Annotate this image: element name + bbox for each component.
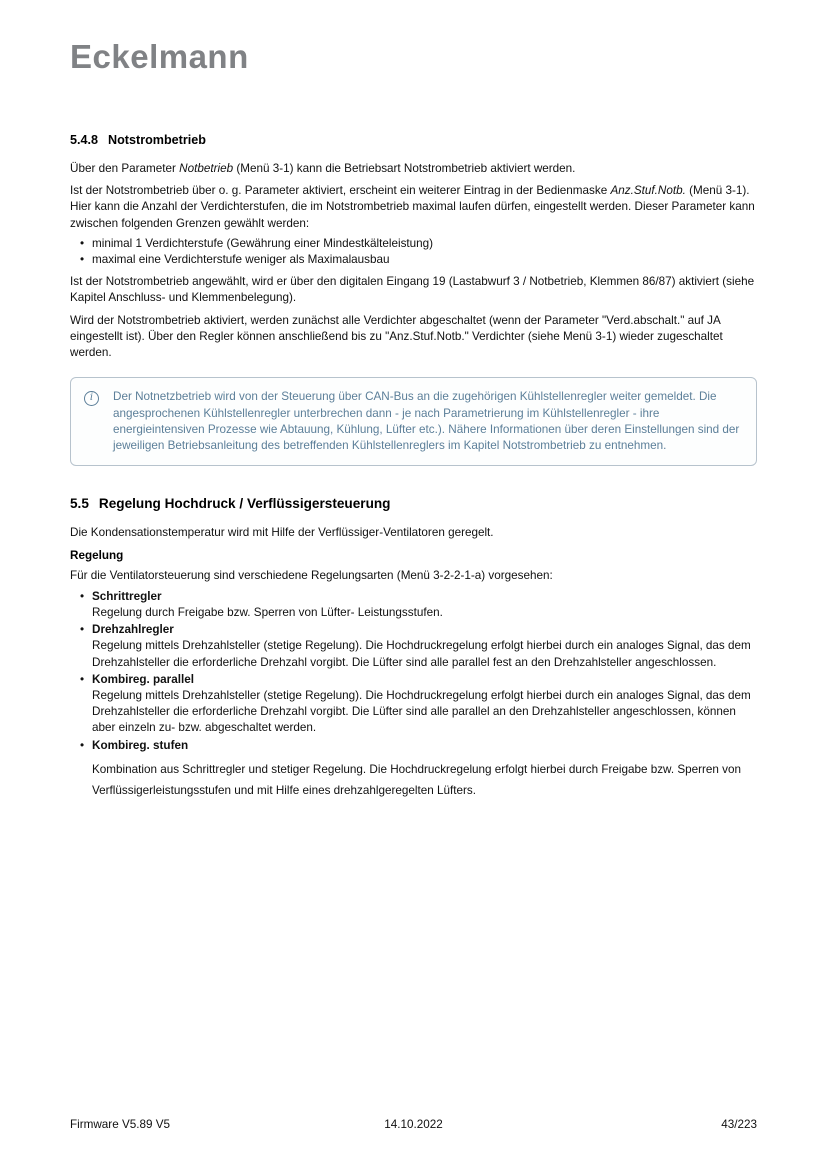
term-label: • Schrittregler <box>92 589 162 603</box>
text-run: Über den Parameter <box>70 162 180 175</box>
list-item <box>70 622 757 671</box>
text-run-italic: Notbetrieb <box>179 162 234 175</box>
section-number: 5.4.8 <box>70 133 99 147</box>
text-run: Ist der Notstrombetrieb über o. g. Parameter aktiviert, erscheint ein weiterer Eintrag in der Bedienmaske <box>70 184 611 198</box>
list-item: • minimal 1 Verdichterstufe (Gewährung einer Mindestkälteleistung) <box>70 236 757 252</box>
term-label: • Drehzahlregler <box>92 623 174 637</box>
bullet-list <box>70 236 757 268</box>
info-box-text: Der Notnetzbetrieb wird von der Steuerung über CAN-Bus an die zugehörigen Kühlstellenregler weiter gemeldet. Die angesprochenen Kühlstellenregler unterbrechen dann - je nach Parametrierung im Kühlstellenregler - ihre energieintensiven Prozesse wie Abtauung, Kühlung, Lüfter etc.). Nähere Informationen über deren Einstellungen sind der jeweiligen Betriebsanleitung des betreffenden Kühlstellenreglers im Kapitel Notstrombetrieb zu entnehmen. <box>113 390 740 453</box>
term-description: Regelung durch Freigabe bzw. Sperren von Lüfter- Leistungsstufen. <box>92 606 443 620</box>
section-title: Regelung Hochdruck / Verflüssigersteuerung <box>98 496 391 512</box>
term-description: Regelung mittels Drehzahlsteller (stetige Regelung). Die Hochdruckregelung erfolgt hierbei durch ein analoges Signal, das dem Drehzahlsteller die erforderliche Drehzahl vorgibt. Die Lüfter sind alle parallel fest an den Drehzahlsteller angeschlossen. <box>92 639 751 669</box>
term-label: • Kombireg. stufen <box>92 738 189 752</box>
paragraph <box>70 183 757 232</box>
text-run: (Menü 3-1) kann die Betriebsart Notstrombetrieb aktiviert werden. <box>233 162 576 175</box>
term-label: • Kombireg. parallel <box>92 672 194 686</box>
info-box <box>70 377 757 466</box>
footer-page-number: 43/223 <box>721 1118 757 1131</box>
section-number: 5.5 <box>70 496 89 512</box>
list-item <box>70 672 757 737</box>
paragraph: Ist der Notstrombetrieb angewählt, wird er über den digitalen Eingang 19 (Lastabwurf 3 / Notbetrieb, Klemmen 86/87) aktiviert (siehe Kapitel Anschluss- und Klemmenbelegung). <box>70 275 755 305</box>
footer-firmware-version: Firmware V5.89 V5 <box>70 1118 171 1131</box>
page-footer <box>70 1118 757 1131</box>
text-run: (Menü 3-1). Hier kann die Anzahl der Verdichterstufen, die im Notstrombetrieb maximal laufen dürfen, eingestellt werden. Dieser Parameter kann zwischen folgenden Grenzen gewählt werden: <box>70 184 755 230</box>
list-item <box>70 738 757 802</box>
subheading-regelung: Regelung <box>70 548 124 562</box>
company-logo: Eckelmann <box>70 38 249 75</box>
info-icon: i <box>84 391 99 406</box>
list-item <box>70 589 757 621</box>
term-description: Kombination aus Schrittregler und stetiger Regelung. Die Hochdruckregelung erfolgt hierbei durch Freigabe bzw. Sperren von Verflüssigerleistungsstufen und mit Hilfe eines drehzahlgeregelten Lüfters. <box>92 762 742 798</box>
section-heading-548 <box>70 133 757 147</box>
paragraph: Für die Ventilatorsteuerung sind verschiedene Regelungsarten (Menü 3-2-2-1-a) vorgesehen: <box>70 568 553 582</box>
footer-date: 14.10.2022 <box>384 1118 443 1131</box>
paragraph: Wird der Notstrombetrieb aktiviert, werden zunächst alle Verdichter abgeschaltet (wenn der Parameter "Verd.abschalt." auf JA eingestellt ist). Über den Regler können anschließend bis zu "Anz.Stuf.Notb." Verdichter (siehe Menü 3-1) wieder zugeschaltet werden. <box>70 313 723 360</box>
section-title: Notstrombetrieb <box>108 133 206 147</box>
paragraph: Die Kondensationstemperatur wird mit Hilfe der Verflüssiger-Ventilatoren geregelt. <box>70 526 494 540</box>
regulation-types-list <box>70 589 757 802</box>
term-description: Regelung mittels Drehzahlsteller (stetige Regelung). Die Hochdruckregelung erfolgt hierbei durch ein analoges Signal, das dem Drehzahlsteller die erforderliche Drehzahl vorgibt. Die Lüfter sind alle parallel an den Drehzahlsteller angeschlossen, können aber einzeln zu- bzw. abgeschaltet werden. <box>92 689 751 735</box>
paragraph <box>70 161 757 177</box>
section-heading-55 <box>70 496 757 511</box>
text-run-italic: Anz.Stuf.Notb. <box>610 184 686 198</box>
list-item: • maximal eine Verdichterstufe weniger als Maximalausbau <box>70 252 757 268</box>
